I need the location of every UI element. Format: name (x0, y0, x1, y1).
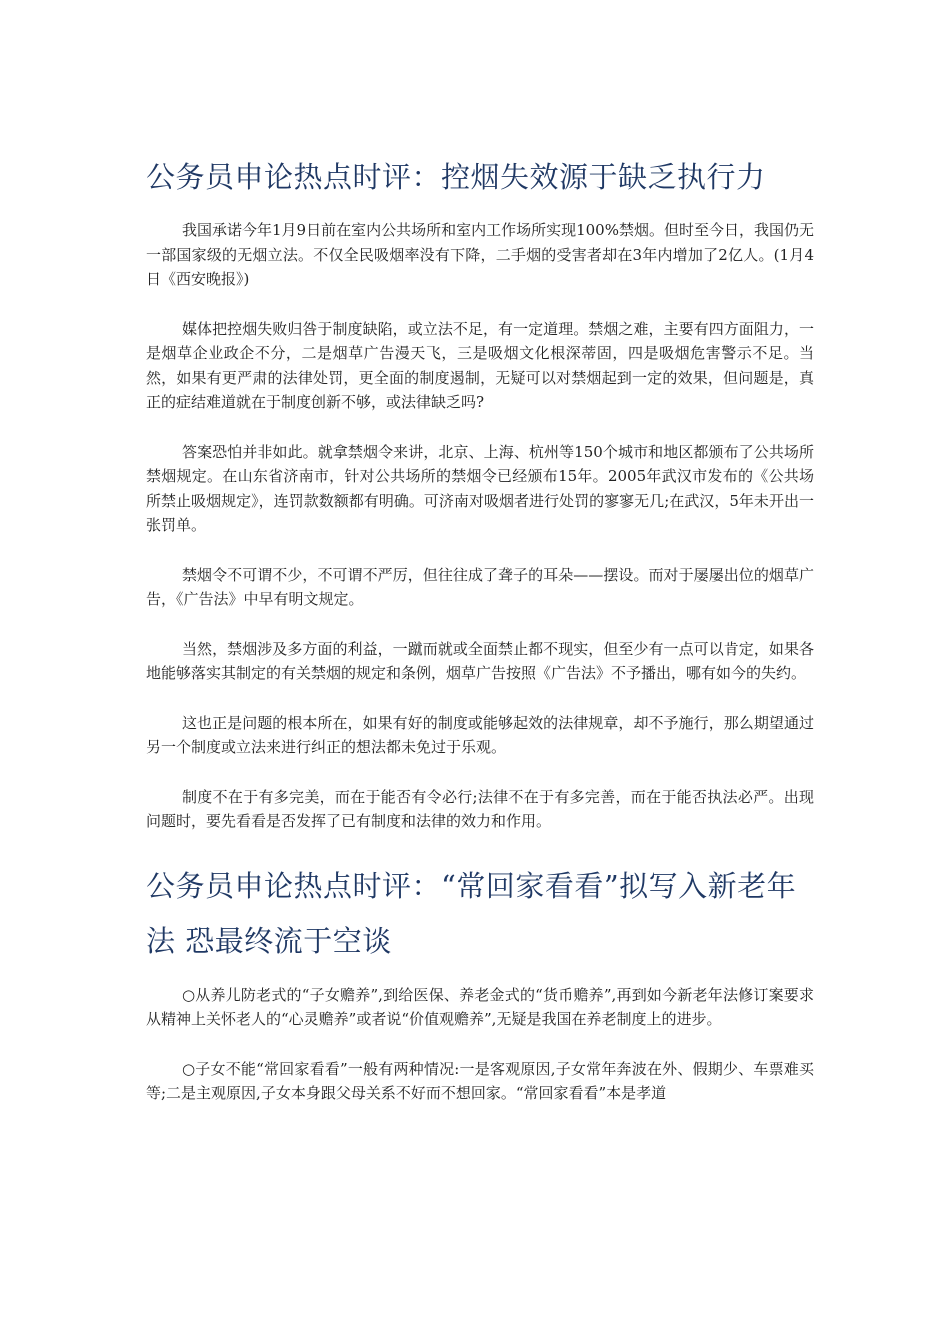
article-2-paragraph-1: ○从养儿防老式的“子女赡养”,到给医保、养老金式的“货币赡养”,再到如今新老年法修订案要求从精神上关怀老人的“心灵赡养”或者说“价值观赡养”,无疑是我国在养老制度上的进步。 (146, 985, 814, 1028)
article-1-paragraph-3: 答案恐怕并非如此。就拿禁烟令来讲，北京、上海、杭州等150个城市和地区都颁布了公共场所禁烟规定。在山东省济南市，针对公共场所的禁烟令已经颁布15年。2005年武汉市发布的《公共场所禁止吸烟规定》，连罚款数额都有明确。可济南对吸烟者进行处罚的寥寥无几;在武汉，5年未开出一张罚单。 (146, 442, 814, 534)
article-1-paragraph-4: 禁烟令不可谓不少，不可谓不严厉，但往往成了聋子的耳朵——摆设。而对于屡屡出位的烟草广告，《广告法》中早有明文规定。 (146, 565, 814, 608)
article-1-paragraph-1: 我国承诺今年1月9日前在室内公共场所和室内工作场所实现100%禁烟。但时至今日，我国仍无一部国家级的无烟立法。不仅全民吸烟率没有下降，二手烟的受害者却在3年内增加了2亿人。(1月4日《西安晚报》) (146, 221, 814, 288)
article-1-paragraph-5: 当然，禁烟涉及多方面的利益，一蹴而就或全面禁止都不现实，但至少有一点可以肯定，如果各地能够落实其制定的有关禁烟的规定和条例，烟草广告按照《广告法》不予播出，哪有如今的失约。 (146, 639, 814, 682)
article-1-paragraph-6: 这也正是问题的根本所在，如果有好的制度或能够起效的法律规章，却不予施行，那么期望通过另一个制度或立法来进行纠正的想法都未免过于乐观。 (146, 713, 814, 756)
article-2-title: 公务员申论热点时评：“常回家看看”拟写入新老年法 恐最终流于空谈 (146, 868, 797, 958)
article-1-paragraph-7: 制度不在于有多完美，而在于能否有令必行;法律不在于有多完善，而在于能否执法必严。出现问题时，要先看看是否发挥了已有制度和法律的效力和作用。 (146, 787, 814, 830)
article-1 (146, 150, 814, 834)
article-2 (146, 859, 814, 1106)
article-1-paragraph-2: 媒体把控烟失败归咎于制度缺陷，或立法不足，有一定道理。禁烟之难，主要有四方面阻力，一是烟草企业政企不分，二是烟草广告漫天飞，三是吸烟文化根深蒂固，四是吸烟危害警示不足。当然，如果有更严肃的法律处罚，更全面的制度遏制，无疑可以对禁烟起到一定的效果，但问题是，真正的症结难道就在于制度创新不够，或法律缺乏吗? (146, 319, 814, 411)
article-1-title: 公务员申论热点时评：控烟失效源于缺乏执行力 (146, 160, 766, 194)
article-2-paragraph-2: ○子女不能“常回家看看”一般有两种情况:一是客观原因,子女常年奔波在外、假期少、车票难买等;二是主观原因,子女本身跟父母关系不好而不想回家。“常回家看看”本是孝道 (146, 1059, 814, 1102)
document-page (146, 150, 814, 1131)
